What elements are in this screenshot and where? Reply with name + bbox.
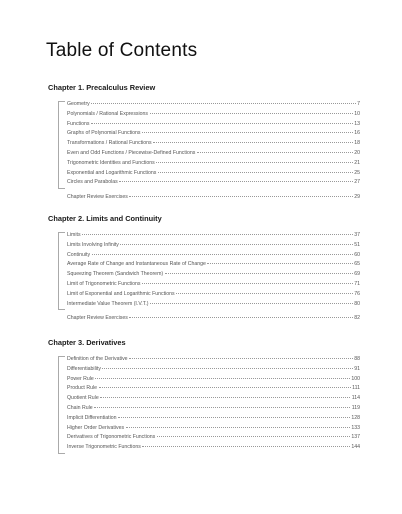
dot-leader — [100, 397, 350, 398]
toc-page-number: 37 — [354, 232, 360, 238]
dot-leader — [119, 181, 352, 182]
chapter-2-section — [48, 214, 360, 324]
chapter-review-entry — [48, 193, 360, 203]
toc-page-number: 114 — [351, 395, 360, 402]
toc-entry-label: Differentiability — [67, 365, 101, 372]
dot-leader — [142, 132, 353, 133]
toc-entry — [48, 241, 360, 251]
dot-leader — [129, 196, 352, 197]
toc-entry — [48, 365, 360, 375]
toc-entry — [48, 120, 360, 130]
toc-page-number: 29 — [354, 194, 360, 201]
toc-entry — [48, 159, 360, 169]
toc-entry-label: Inverse Trigonometric Functions — [67, 444, 141, 451]
toc-entry — [48, 169, 360, 179]
dot-leader — [150, 303, 353, 304]
toc-entry — [48, 433, 360, 443]
toc-entry-label: Circles and Parabolas — [67, 179, 118, 186]
toc-entry-label: Limits — [67, 232, 81, 238]
toc-entry-label: Transformations / Rational Functions — [67, 140, 152, 147]
toc-entry — [48, 404, 360, 414]
toc-entry-label: Higher Order Derivatives — [67, 424, 125, 431]
dot-leader — [129, 317, 352, 318]
dot-leader — [92, 254, 353, 255]
toc-entry-label: Limit of Trigonometric Functions — [67, 280, 141, 287]
chapter-heading: Chapter 1. Precalculus Review — [48, 83, 156, 92]
dot-leader — [129, 358, 353, 359]
toc-page-number: 133 — [351, 424, 360, 431]
toc-entry-label: Quotient Rule — [67, 395, 99, 402]
toc-entry-label: Power Rule — [67, 375, 94, 382]
toc-entry — [48, 129, 360, 139]
dot-leader — [94, 407, 350, 408]
toc-entry-label: Graphs of Polynomial Functions — [67, 130, 141, 137]
toc-entry — [48, 355, 360, 365]
toc-page-number: 119 — [351, 404, 360, 411]
dot-leader — [153, 142, 353, 143]
toc-entry — [48, 394, 360, 404]
toc-entry — [48, 270, 360, 280]
toc-entry-label: Even and Odd Functions / Piecewise-Defined Functions — [67, 149, 196, 156]
toc-entry — [48, 280, 360, 290]
toc-entry — [48, 110, 360, 120]
toc-entry — [48, 290, 360, 300]
toc-entry-list — [48, 355, 360, 453]
toc-page-number: 128 — [351, 414, 360, 421]
toc-entry-label: Limit of Exponential and Logarithmic Functions — [67, 290, 175, 297]
dot-leader — [118, 417, 350, 418]
dot-leader — [165, 273, 353, 274]
toc-entry-label: Squeezing Theorem (Sandwich Theorem) — [67, 271, 164, 278]
toc-entry-label: Chapter Review Exercises — [67, 194, 128, 201]
dot-leader — [207, 263, 352, 264]
toc-entry-label: Limits Involving Infinity — [67, 241, 119, 248]
dot-leader — [142, 283, 353, 284]
dot-leader — [82, 234, 353, 235]
toc-page-number: 100 — [351, 375, 360, 382]
toc-entry-list — [48, 231, 360, 324]
toc-page-number: 82 — [354, 315, 360, 322]
toc-entry-label: Chapter Review Exercises — [67, 315, 128, 322]
toc-entry — [48, 100, 360, 110]
page-title: Table of Contents — [46, 40, 198, 61]
toc-entry-label: Exponential and Logarithmic Functions — [67, 169, 157, 176]
toc-entry-label: Trigonometric Identities and Functions — [67, 159, 155, 166]
toc-entry-label: Continuity — [67, 251, 91, 258]
toc-entry — [48, 424, 360, 434]
toc-page-number: 111 — [352, 385, 360, 392]
dot-leader — [156, 162, 352, 163]
toc-page-number: 80 — [354, 300, 360, 307]
chapter-heading: Chapter 3. Derivatives — [48, 338, 126, 347]
toc-page-number: 76 — [354, 290, 360, 297]
toc-entry — [48, 443, 360, 453]
toc-page-number: 27 — [354, 179, 360, 186]
toc-entry-label: Implicit Differentiation — [67, 414, 117, 421]
toc-entry — [48, 149, 360, 159]
chapter-1-section — [48, 83, 360, 203]
toc-entry-label: Definition of the Derivative — [67, 356, 128, 362]
dot-leader — [158, 172, 353, 173]
toc-page-number: 69 — [354, 271, 360, 278]
toc-page-number: 88 — [354, 356, 360, 362]
toc-entry — [48, 260, 360, 270]
toc-entry — [48, 375, 360, 385]
toc-entry — [48, 384, 360, 394]
toc-entry — [48, 300, 360, 310]
dot-leader — [120, 244, 352, 245]
toc-page-number: 51 — [354, 241, 360, 248]
dot-leader — [176, 293, 353, 294]
toc-entry-label: Intermediate Value Theorem (I.V.T.) — [67, 300, 149, 307]
toc-entry — [48, 139, 360, 149]
dot-leader — [99, 387, 351, 388]
toc-entry — [48, 251, 360, 261]
toc-page-number: 20 — [354, 149, 360, 156]
toc-page-number: 7 — [357, 101, 360, 107]
dot-leader — [142, 446, 350, 447]
chapter-heading: Chapter 2. Limits and Continuity — [48, 214, 162, 223]
toc-entry-label: Derivatives of Trigonometric Functions — [67, 434, 156, 441]
dot-leader — [197, 152, 353, 153]
chapter-3-section — [48, 338, 360, 453]
dot-leader — [91, 123, 353, 124]
toc-entry-label: Average Rate of Change and Instantaneous Rate of Change — [67, 261, 206, 268]
toc-page-number: 13 — [354, 120, 360, 127]
dot-leader — [150, 113, 353, 114]
toc-page-number: 60 — [354, 251, 360, 258]
chapter-review-entry — [48, 314, 360, 324]
toc-entry — [48, 414, 360, 424]
dot-leader — [102, 368, 352, 369]
toc-page-number: 25 — [354, 169, 360, 176]
bracket-line — [58, 356, 65, 454]
toc-page-number: 71 — [354, 280, 360, 287]
toc-entry-label: Chain Rule — [67, 404, 93, 411]
toc-entry — [48, 231, 360, 241]
toc-page-number: 18 — [354, 140, 360, 147]
dot-leader — [91, 103, 355, 104]
bracket-line — [58, 101, 65, 189]
toc-page-number: 144 — [351, 444, 360, 451]
toc-page-number: 21 — [354, 159, 360, 166]
dot-leader — [157, 436, 350, 437]
bracket-line — [58, 232, 65, 310]
toc-page-number: 10 — [354, 110, 360, 117]
toc-entry-label: Functions — [67, 120, 90, 127]
toc-entry-label: Product Rule — [67, 385, 97, 392]
toc-entry-list — [48, 100, 360, 203]
dot-leader — [126, 427, 350, 428]
toc-page-number: 91 — [354, 365, 360, 372]
toc-page-number: 137 — [351, 434, 360, 441]
toc-entry-label: Geometry — [67, 101, 90, 107]
toc-entry — [48, 178, 360, 188]
toc-page-number: 16 — [354, 130, 360, 137]
toc-page-number: 65 — [354, 261, 360, 268]
toc-entry-label: Polynomials / Rational Expressions — [67, 110, 149, 117]
dot-leader — [95, 378, 350, 379]
